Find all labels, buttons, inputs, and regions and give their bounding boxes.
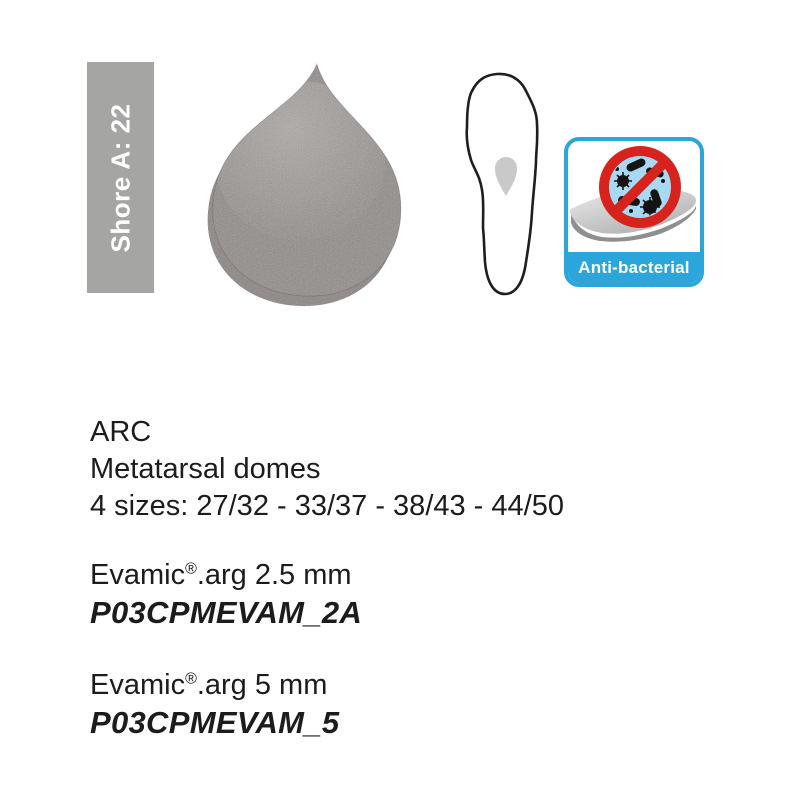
insole-placement-diagram (450, 60, 560, 305)
variant-brand: Evamic (90, 559, 186, 591)
variant-material (90, 557, 362, 594)
metatarsal-dome-image (205, 56, 410, 308)
product-category: Metatarsal domes (90, 453, 321, 485)
registered-mark: ® (185, 670, 197, 688)
antibacterial-label: Anti-bacterial (568, 252, 700, 283)
registered-mark: ® (185, 560, 197, 578)
product-sizes: 4 sizes: 27/32 - 33/37 - 38/43 - 44/50 (90, 490, 564, 522)
no-bacteria-icon (568, 141, 700, 252)
variant-brand: Evamic (90, 669, 186, 701)
insole-outline-illustration (450, 60, 560, 305)
variant-block-5mm (90, 667, 339, 741)
variant-spec: .arg 5 mm (196, 669, 328, 701)
variant-code: P03CPMEVAM_5 (90, 705, 340, 740)
variant-block-2-5mm (90, 557, 362, 631)
shore-hardness-banner (87, 62, 154, 293)
product-name: ARC (90, 416, 152, 448)
variant-material (90, 667, 339, 704)
prohibition-sign (604, 151, 676, 223)
antibacterial-badge (564, 137, 704, 287)
product-heading (90, 414, 564, 525)
variant-spec: .arg 2.5 mm (196, 559, 352, 591)
shore-hardness-label: Shore A: 22 (105, 102, 135, 253)
variant-code: P03CPMEVAM_2A (90, 595, 363, 630)
dome-photo-illustration (205, 56, 410, 308)
